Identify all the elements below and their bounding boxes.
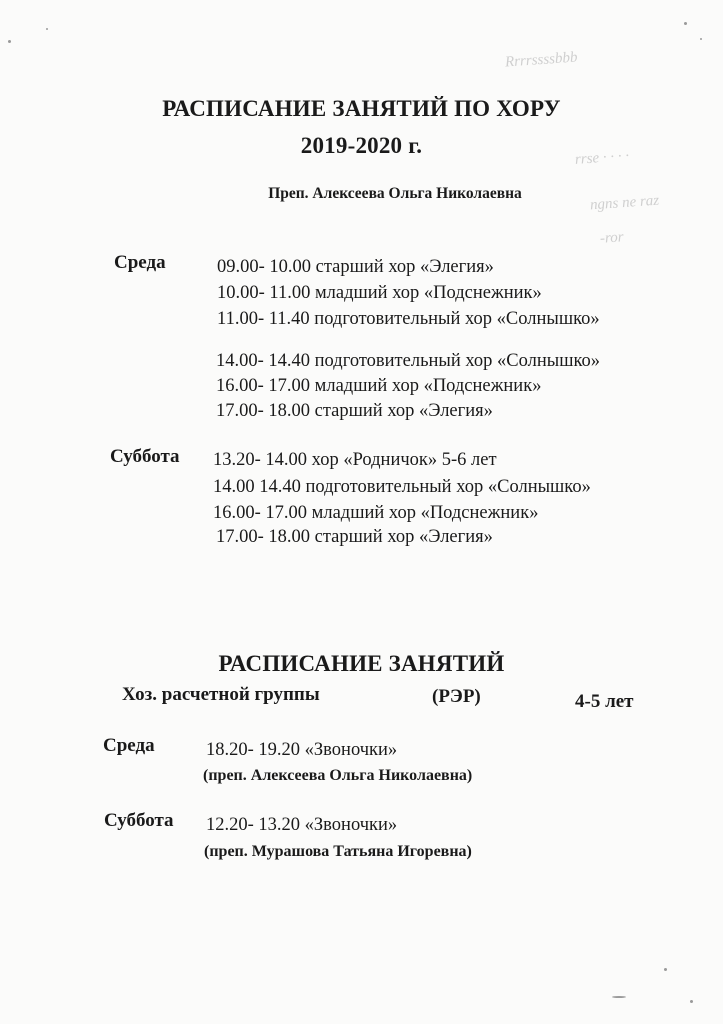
group-age: 4-5 лет [575, 691, 634, 712]
choir-saturday-line: 17.00- 18.00 старший хор «Элегия» [216, 527, 493, 547]
choir-schedule-year: 2019-2020 г. [300, 133, 423, 158]
choir-day-saturday: Суббота [110, 446, 180, 467]
choir-day-wednesday: Среда [114, 252, 166, 273]
choir-wednesday-line: 11.00- 11.40 подготовительный хор «Солнышко» [217, 309, 600, 329]
show-through-scribble: ngns ne raz [589, 192, 660, 214]
choir-saturday-line: 14.00 14.40 подготовительный хор «Солнышко» [213, 477, 591, 497]
show-through-scribble: Rrrrssssbbb [504, 49, 578, 71]
choir-teacher: Преп. Алексеева Ольга Николаевна [268, 185, 522, 202]
group-wednesday-line: 18.20- 19.20 «Звоночки» [206, 740, 398, 760]
scan-speck [684, 22, 687, 25]
choir-wednesday-line: 16.00- 17.00 младший хор «Подснежник» [216, 376, 542, 396]
choir-schedule-title: РАСПИСАНИЕ ЗАНЯТИЙ ПО ХОРУ [162, 96, 561, 121]
group-wednesday-teacher: (преп. Алексеева Ольга Николаевна) [203, 767, 473, 784]
show-through-scribble: rrse · · · · [574, 148, 630, 168]
choir-wednesday-line: 10.00- 11.00 младший хор «Подснежник» [217, 283, 542, 303]
choir-wednesday-line: 17.00- 18.00 старший хор «Элегия» [216, 401, 493, 421]
choir-saturday-line: 16.00- 17.00 младший хор «Подснежник» [213, 503, 539, 523]
choir-wednesday-line: 14.00- 14.40 подготовительный хор «Солнышко» [216, 351, 600, 371]
group-day-saturday: Суббота [104, 810, 174, 831]
group-schedule-title: РАСПИСАНИЕ ЗАНЯТИЙ [218, 651, 505, 676]
scan-speck [46, 28, 48, 30]
group-saturday-teacher: (преп. Мурашова Татьяна Игоревна) [204, 843, 472, 860]
choir-saturday-line: 13.20- 14.00 хор «Родничок» 5-6 лет [213, 450, 497, 470]
scan-speck [690, 1000, 693, 1003]
group-name: Хоз. расчетной группы [122, 684, 320, 705]
scan-speck [700, 38, 702, 40]
scan-speck [612, 996, 626, 998]
choir-wednesday-line: 09.00- 10.00 старший хор «Элегия» [217, 257, 494, 277]
group-saturday-line: 12.20- 13.20 «Звоночки» [206, 815, 398, 835]
group-day-wednesday: Среда [103, 735, 155, 756]
show-through-scribble: -ror [599, 229, 625, 247]
group-abbreviation: (РЭР) [432, 686, 481, 707]
scan-speck [8, 40, 11, 43]
scan-speck [664, 968, 667, 971]
